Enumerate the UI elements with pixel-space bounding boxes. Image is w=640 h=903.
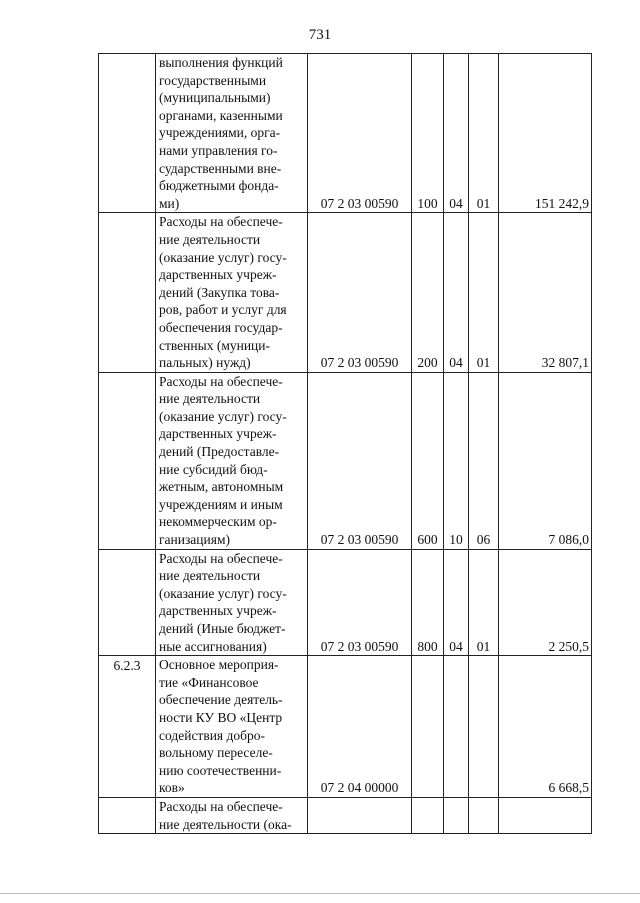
- description-line: ров, работ и услуг для: [159, 302, 287, 318]
- description-line: сударственными вне-: [159, 160, 282, 176]
- expense-type-cell: 200: [412, 213, 444, 372]
- section-cell: 10: [444, 372, 469, 549]
- description-line: ные ассигнования): [159, 638, 267, 654]
- amount-cell: 6 668,5: [499, 656, 592, 798]
- expense-type-cell: [412, 797, 444, 833]
- description-cell: [156, 54, 308, 213]
- description-line: учреждениям и иным: [159, 496, 283, 512]
- description-line: некоммерческим ор-: [159, 514, 277, 530]
- description-line: Основное мероприя-: [159, 657, 279, 673]
- subsection-cell: 01: [469, 549, 499, 656]
- page-number: 731: [308, 27, 332, 43]
- row-number-cell: [99, 372, 156, 549]
- description-line: Расходы на обеспече-: [159, 373, 283, 389]
- row-number-cell: 6.2.3: [99, 656, 156, 798]
- description-line: бюджетными фонда-: [159, 178, 279, 194]
- subsection-cell: 01: [469, 54, 499, 213]
- table-row: [99, 213, 592, 372]
- description-line: вольному переселе-: [159, 745, 273, 761]
- expense-type-cell: [412, 656, 444, 798]
- description-line: дарственных учреж-: [159, 267, 277, 283]
- description-line: органами, казенными: [159, 107, 283, 123]
- description-line: нами управления го-: [159, 142, 278, 158]
- description-cell: [156, 797, 308, 833]
- expense-type-cell: 600: [412, 372, 444, 549]
- description-line: обеспечения государ-: [159, 319, 283, 335]
- description-line: нию соотечественни-: [159, 762, 282, 778]
- description-line: жетным, автономным: [159, 479, 284, 495]
- description-line: (оказание услуг) госу-: [159, 408, 287, 424]
- section-cell: 04: [444, 549, 469, 656]
- description-line: ние субсидий бюд-: [159, 461, 268, 477]
- page-bottom-edge: [0, 893, 640, 894]
- subsection-cell: [469, 656, 499, 798]
- description-line: дений (Иные бюджет-: [159, 621, 286, 636]
- table-row: [99, 549, 592, 656]
- amount-cell: 2 250,5: [499, 549, 592, 656]
- description-line: Расходы на обеспече-: [159, 798, 283, 814]
- description-line: ние деятельности (ока-: [159, 816, 292, 832]
- description-line: Расходы на обеспече-: [159, 550, 283, 566]
- row-number-cell: [99, 54, 156, 213]
- description-cell: [156, 656, 308, 798]
- section-cell: 04: [444, 54, 469, 213]
- description-line: ми): [159, 195, 180, 211]
- subsection-cell: [469, 797, 499, 833]
- description-line: пальных) нужд): [159, 355, 251, 371]
- description-line: дарственных учреж-: [159, 603, 277, 619]
- table-row: [99, 54, 592, 213]
- section-cell: [444, 656, 469, 798]
- subsection-cell: 06: [469, 372, 499, 549]
- description-line: ганизациям): [159, 532, 231, 548]
- description-line: ние деятельности: [159, 568, 261, 584]
- row-number-cell: [99, 797, 156, 833]
- target-code-cell: 07 2 03 00590: [308, 213, 412, 372]
- description-cell: [156, 549, 308, 656]
- amount-cell: 32 807,1: [499, 213, 592, 372]
- description-line: тие «Финансовое: [159, 674, 259, 690]
- description-cell: [156, 213, 308, 372]
- description-line: ков»: [159, 780, 185, 796]
- description-line: выполнения функций: [159, 55, 283, 70]
- description-line: учреждениями, орга-: [159, 125, 281, 141]
- expense-type-cell: 800: [412, 549, 444, 656]
- target-code-cell: 07 2 04 00000: [308, 656, 412, 798]
- table-row: [99, 372, 592, 549]
- budget-table: [98, 53, 592, 834]
- description-line: дений (Закупка това-: [159, 284, 280, 300]
- target-code-cell: [308, 797, 412, 833]
- table-row: [99, 797, 592, 833]
- row-number-cell: [99, 213, 156, 372]
- description-line: государственными: [159, 72, 267, 88]
- description-line: (муниципальными): [159, 90, 271, 106]
- description-line: обеспечение деятель-: [159, 692, 283, 708]
- amount-cell: 7 086,0: [499, 372, 592, 549]
- description-line: дений (Предоставле-: [159, 444, 280, 460]
- table-body: [99, 54, 592, 834]
- description-line: (оказание услуг) госу-: [159, 249, 287, 265]
- row-number-cell: [99, 549, 156, 656]
- description-line: (оказание услуг) госу-: [159, 585, 287, 601]
- description-line: содействия добро-: [159, 727, 265, 743]
- target-code-cell: 07 2 03 00590: [308, 372, 412, 549]
- amount-cell: 151 242,9: [499, 54, 592, 213]
- description-line: ности КУ ВО «Центр: [159, 709, 283, 725]
- table-row: [99, 656, 592, 798]
- description-line: Расходы на обеспече-: [159, 214, 283, 230]
- section-cell: 04: [444, 213, 469, 372]
- target-code-cell: 07 2 03 00590: [308, 54, 412, 213]
- description-cell: [156, 372, 308, 549]
- description-line: ственных (муници-: [159, 337, 271, 353]
- amount-cell: [499, 797, 592, 833]
- description-line: ние деятельности: [159, 391, 261, 407]
- description-line: ние деятельности: [159, 231, 261, 247]
- target-code-cell: 07 2 03 00590: [308, 549, 412, 656]
- section-cell: [444, 797, 469, 833]
- description-line: дарственных учреж-: [159, 426, 277, 442]
- subsection-cell: 01: [469, 213, 499, 372]
- expense-type-cell: 100: [412, 54, 444, 213]
